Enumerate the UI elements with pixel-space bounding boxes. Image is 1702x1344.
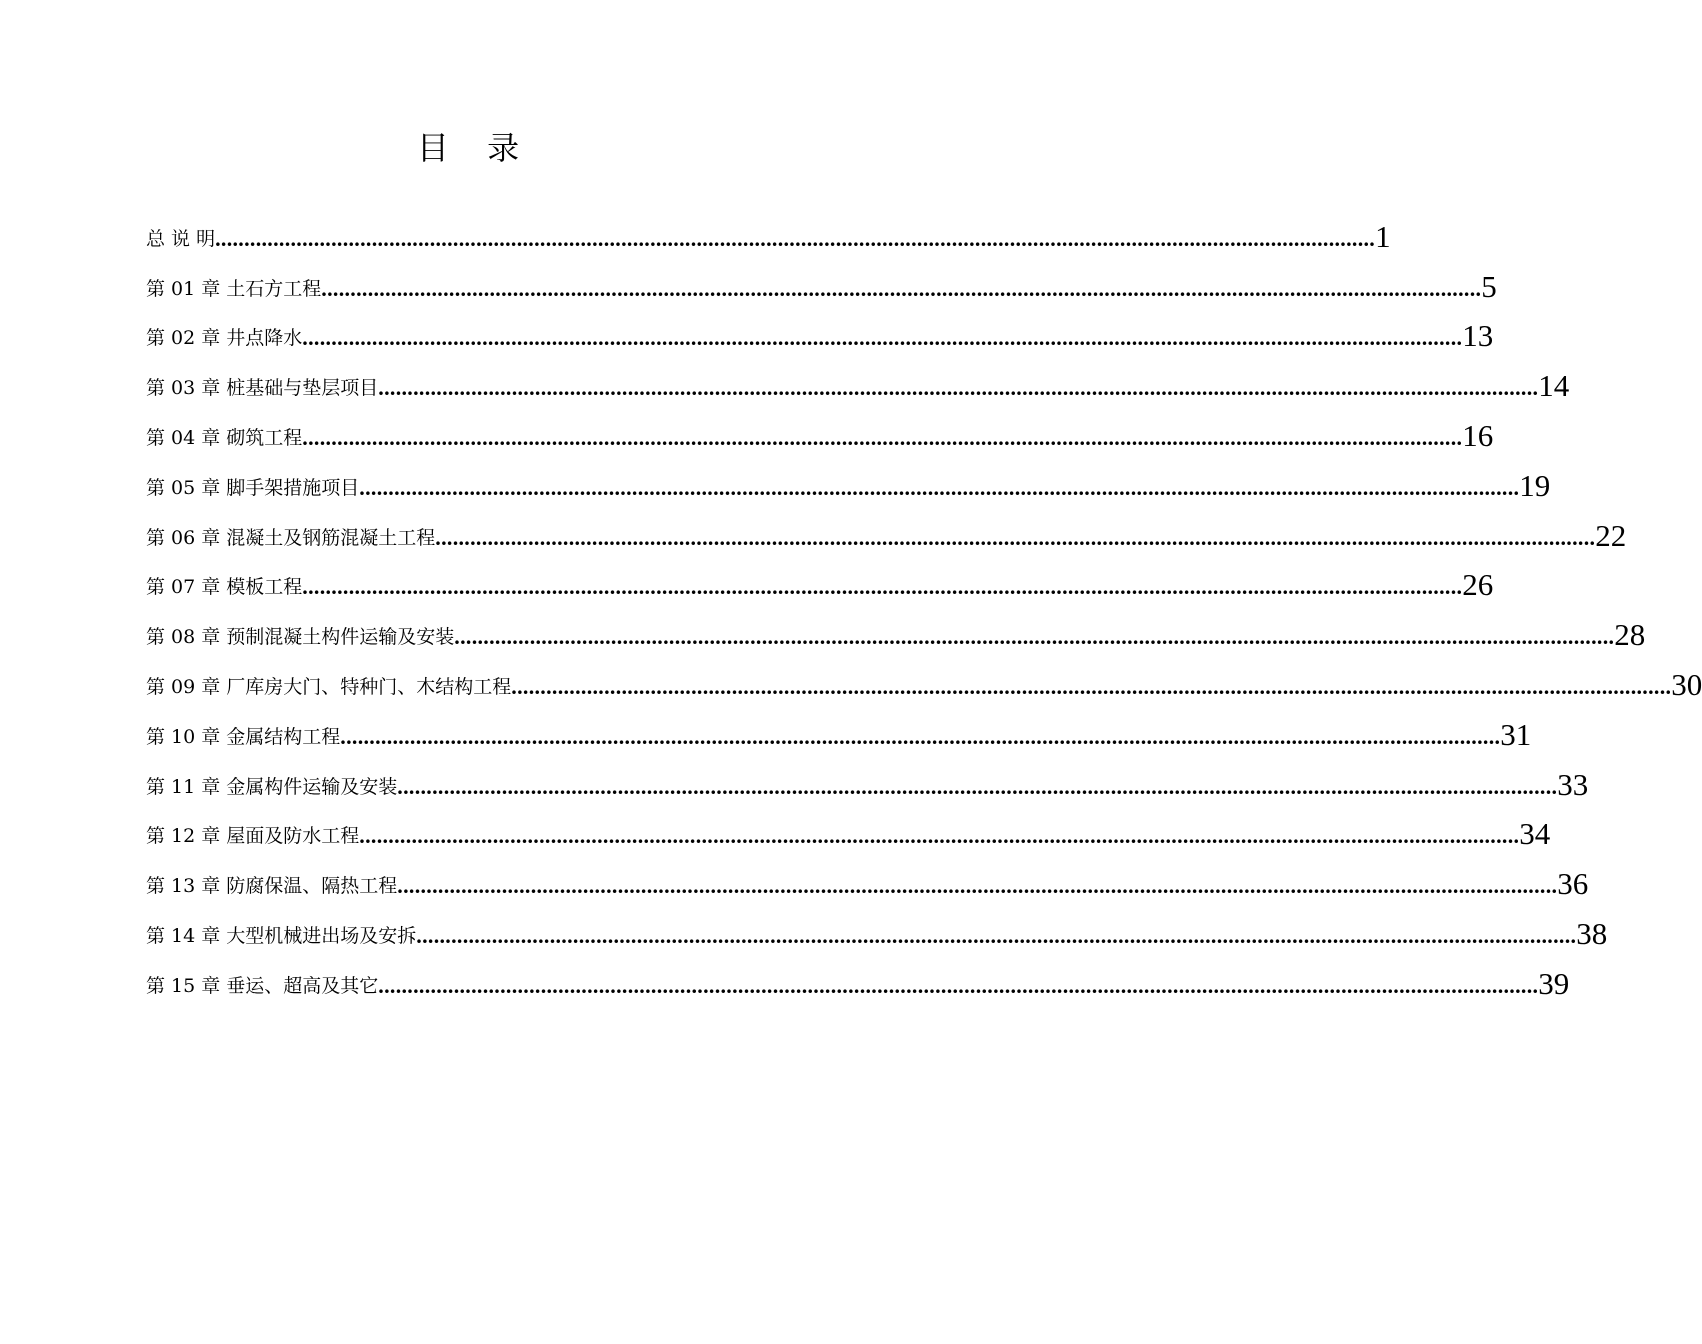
toc-entry[interactable]	[146, 703, 1532, 753]
toc-entry-page: 5	[1481, 268, 1497, 304]
toc-leader-dots: ........................................................................................................................................................................................................	[359, 823, 1520, 849]
toc-entry-label: 第 13 章 防腐保温、隔热工程	[146, 875, 398, 898]
toc-entry[interactable]	[146, 255, 1497, 305]
toc-entry[interactable]	[146, 454, 1551, 504]
toc-entry-label: 第 10 章 金属结构工程	[146, 725, 341, 748]
toc-entry[interactable]	[146, 404, 1494, 454]
toc-leader-dots: ........................................................................................................................................................................................................	[416, 922, 1577, 948]
toc-entry-page: 13	[1462, 318, 1494, 354]
toc-entry-label: 总 说 明	[146, 227, 216, 250]
toc-entry[interactable]	[146, 205, 1391, 255]
toc-entry-page: 38	[1576, 915, 1608, 951]
toc-title: 目 录	[416, 129, 534, 167]
toc-leader-dots: ........................................................................................................................................................................................................	[302, 424, 1463, 450]
toc-leader-dots: ........................................................................................................................................................................................................	[215, 225, 1376, 251]
toc-entry-label: 第 08 章 预制混凝土构件运输及安装	[146, 626, 455, 649]
toc-leader-dots: ........................................................................................................................................................................................................	[302, 325, 1463, 351]
toc-leader-dots: ........................................................................................................................................................................................................	[397, 873, 1558, 899]
toc-entry[interactable]	[146, 354, 1570, 404]
toc-entry-label: 第 02 章 井点降水	[146, 327, 303, 350]
toc-entry-page: 36	[1557, 866, 1589, 902]
toc-entry-label: 第 15 章 垂运、超高及其它	[146, 974, 379, 997]
toc-entry[interactable]	[146, 305, 1494, 355]
toc-entry[interactable]	[146, 952, 1570, 1002]
toc-entry-label: 第 12 章 屋面及防水工程	[146, 825, 360, 848]
toc-entry-label: 第 11 章 金属构件运输及安装	[146, 775, 398, 798]
toc-entry-page: 26	[1462, 567, 1494, 603]
toc-list	[146, 205, 1702, 1002]
toc-entry[interactable]	[146, 603, 1646, 653]
toc-entry-label: 第 14 章 大型机械进出场及安拆	[146, 924, 417, 947]
toc-leader-dots: ........................................................................................................................................................................................................	[302, 574, 1463, 600]
toc-leader-dots: ........................................................................................................................................................................................................	[378, 375, 1539, 401]
toc-entry-label: 第 06 章 混凝土及钢筋混凝土工程	[146, 526, 436, 549]
toc-leader-dots: ........................................................................................................................................................................................................	[378, 972, 1539, 998]
toc-entry[interactable]	[146, 753, 1589, 803]
toc-entry[interactable]	[146, 902, 1608, 952]
toc-entry-label: 第 07 章 模板工程	[146, 576, 303, 599]
toc-entry-label: 第 01 章 土石方工程	[146, 277, 322, 300]
toc-leader-dots: ........................................................................................................................................................................................................	[454, 624, 1615, 650]
toc-leader-dots: ........................................................................................................................................................................................................	[359, 474, 1520, 500]
toc-leader-dots: ........................................................................................................................................................................................................	[340, 723, 1501, 749]
toc-entry-label: 第 04 章 砌筑工程	[146, 426, 303, 449]
toc-entry-label: 第 05 章 脚手架措施项目	[146, 476, 360, 499]
toc-entry[interactable]	[146, 504, 1627, 554]
toc-entry-page: 22	[1595, 517, 1627, 553]
toc-entry-page: 31	[1500, 716, 1532, 752]
toc-leader-dots: ........................................................................................................................................................................................................	[321, 275, 1482, 301]
toc-leader-dots: ........................................................................................................................................................................................................	[397, 773, 1558, 799]
toc-entry-page: 19	[1519, 467, 1551, 503]
toc-leader-dots: ........................................................................................................................................................................................................	[435, 524, 1596, 550]
toc-entry[interactable]	[146, 653, 1702, 703]
toc-entry-page: 28	[1614, 617, 1646, 653]
toc-entry-page: 1	[1375, 218, 1391, 254]
toc-entry[interactable]	[146, 852, 1589, 902]
toc-entry-page: 16	[1462, 417, 1494, 453]
toc-entry-page: 14	[1538, 368, 1570, 404]
toc-entry[interactable]	[146, 554, 1494, 604]
toc-entry-page: 30	[1671, 666, 1702, 702]
toc-entry-page: 39	[1538, 965, 1570, 1001]
toc-entry-page: 33	[1557, 766, 1589, 802]
toc-leader-dots: ........................................................................................................................................................................................................	[511, 673, 1672, 699]
toc-entry-label: 第 09 章 厂库房大门、特种门、木结构工程	[146, 675, 512, 698]
toc-entry-page: 34	[1519, 816, 1551, 852]
toc-entry[interactable]	[146, 803, 1551, 853]
toc-entry-label: 第 03 章 桩基础与垫层项目	[146, 377, 379, 400]
